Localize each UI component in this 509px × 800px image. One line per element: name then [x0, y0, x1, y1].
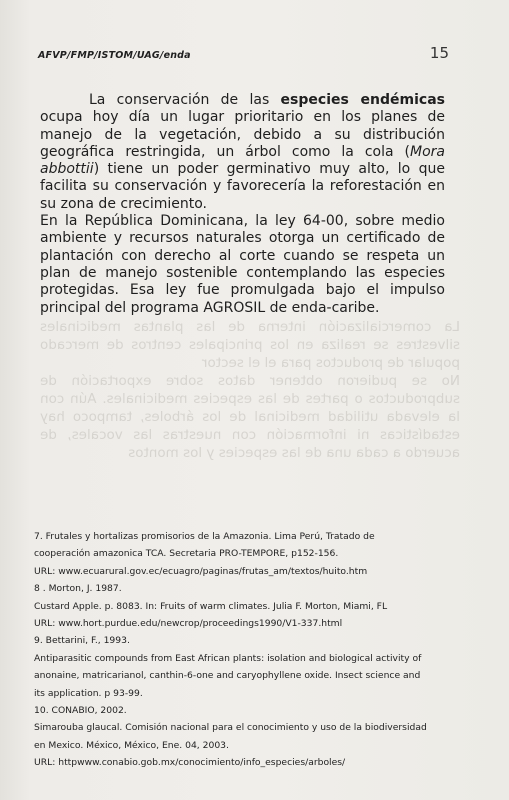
reference-line: anonaine, matricarianol, canthin-6-one and caryophyllene oxide. Insect science and [34, 670, 421, 682]
reference-line: en Mexico. México, México, Ene. 04, 2003. [34, 739, 229, 751]
reference-line: URL: httpwww.conabio.gob.mx/conocimiento/info_especies/arboles/ [34, 757, 346, 769]
reference-line: URL: www.hort.purdue.edu/newcrop/proceedings1990/V1-337.html [34, 618, 343, 630]
paragraph-endemic-species [40, 92, 445, 213]
references [34, 528, 474, 772]
text-run: ocupa hoy día un lugar prioritario en los planes de manejo de la vegetación, debido a su distribución geográfica restringida, un árbol como la cola ( [40, 109, 445, 160]
reference-line: 10. CONABIO, 2002. [34, 705, 127, 717]
reference-line: 9. Bettarini, F., 1993. [34, 635, 130, 647]
reference-line: Custard Apple. p. 8083. In: Fruits of warm climates. Julia F. Morton, Miami, FL [34, 600, 388, 612]
species-name: Mora abbottii [40, 143, 445, 178]
text-run: La conservación de las [89, 92, 281, 108]
running-head: AFVP/FMP/ISTOM/UAG/enda [38, 50, 191, 61]
reference-line: its application. p 93-99. [34, 687, 143, 699]
reference-line: Simarouba glaucal. Comisión nacional para el conocimiento y uso de la biodiversidad [34, 722, 427, 734]
reference-line: URL: www.ecuarural.gov.ec/ecuagro/paginas/frutas_am/textos/huito.htm [34, 565, 368, 577]
bold-term: especies endémicas [280, 92, 445, 108]
page-header [38, 44, 449, 62]
reference-line: cooperación amazonica TCA. Secretaria PRO-TEMPORE, p152-156. [34, 548, 339, 560]
reference-line: Antiparasitic compounds from East African plants: isolation and biological activity of [34, 652, 422, 664]
reference-line: 7. Frutales y hortalizas promisorios de la Amazonia. Lima Perú, Tratado de [34, 531, 375, 542]
show-through-text: La comercialización interna de las plantas medicinales silvestres se realiza en los principales centros de mercado popular de productos para el el sector No se pudieron obtener datos sobre exportación de subproductos o partes de las especies medicinales. Aún con la elevada utilidad medicinal de los árboles, tampoco hay estadísticas ni información con nuestras las vocales, de acuerdo a cada una de las especies y los montos [40, 319, 460, 461]
text-run: ) tiene un poder germinativo muy alto, lo que facilita su conservación y favorecería la reforestación en su zona de crecimiento. [40, 161, 445, 212]
reference-line: 8 . Morton, J. 1987. [34, 583, 122, 595]
page-number: 15 [429, 44, 449, 62]
paragraph-dominican-law: En la República Dominicana, la ley 64-00, sobre medio ambiente y recursos naturales otorga un certificado de plantación con derecho al corte cuando se respeta un plan de manejo sostenible contemplando las especies protegidas. Esa ley fue promulgada bajo el impulso principal del programa AGROSIL de enda-caribe. [40, 213, 445, 316]
main-text [40, 92, 445, 317]
